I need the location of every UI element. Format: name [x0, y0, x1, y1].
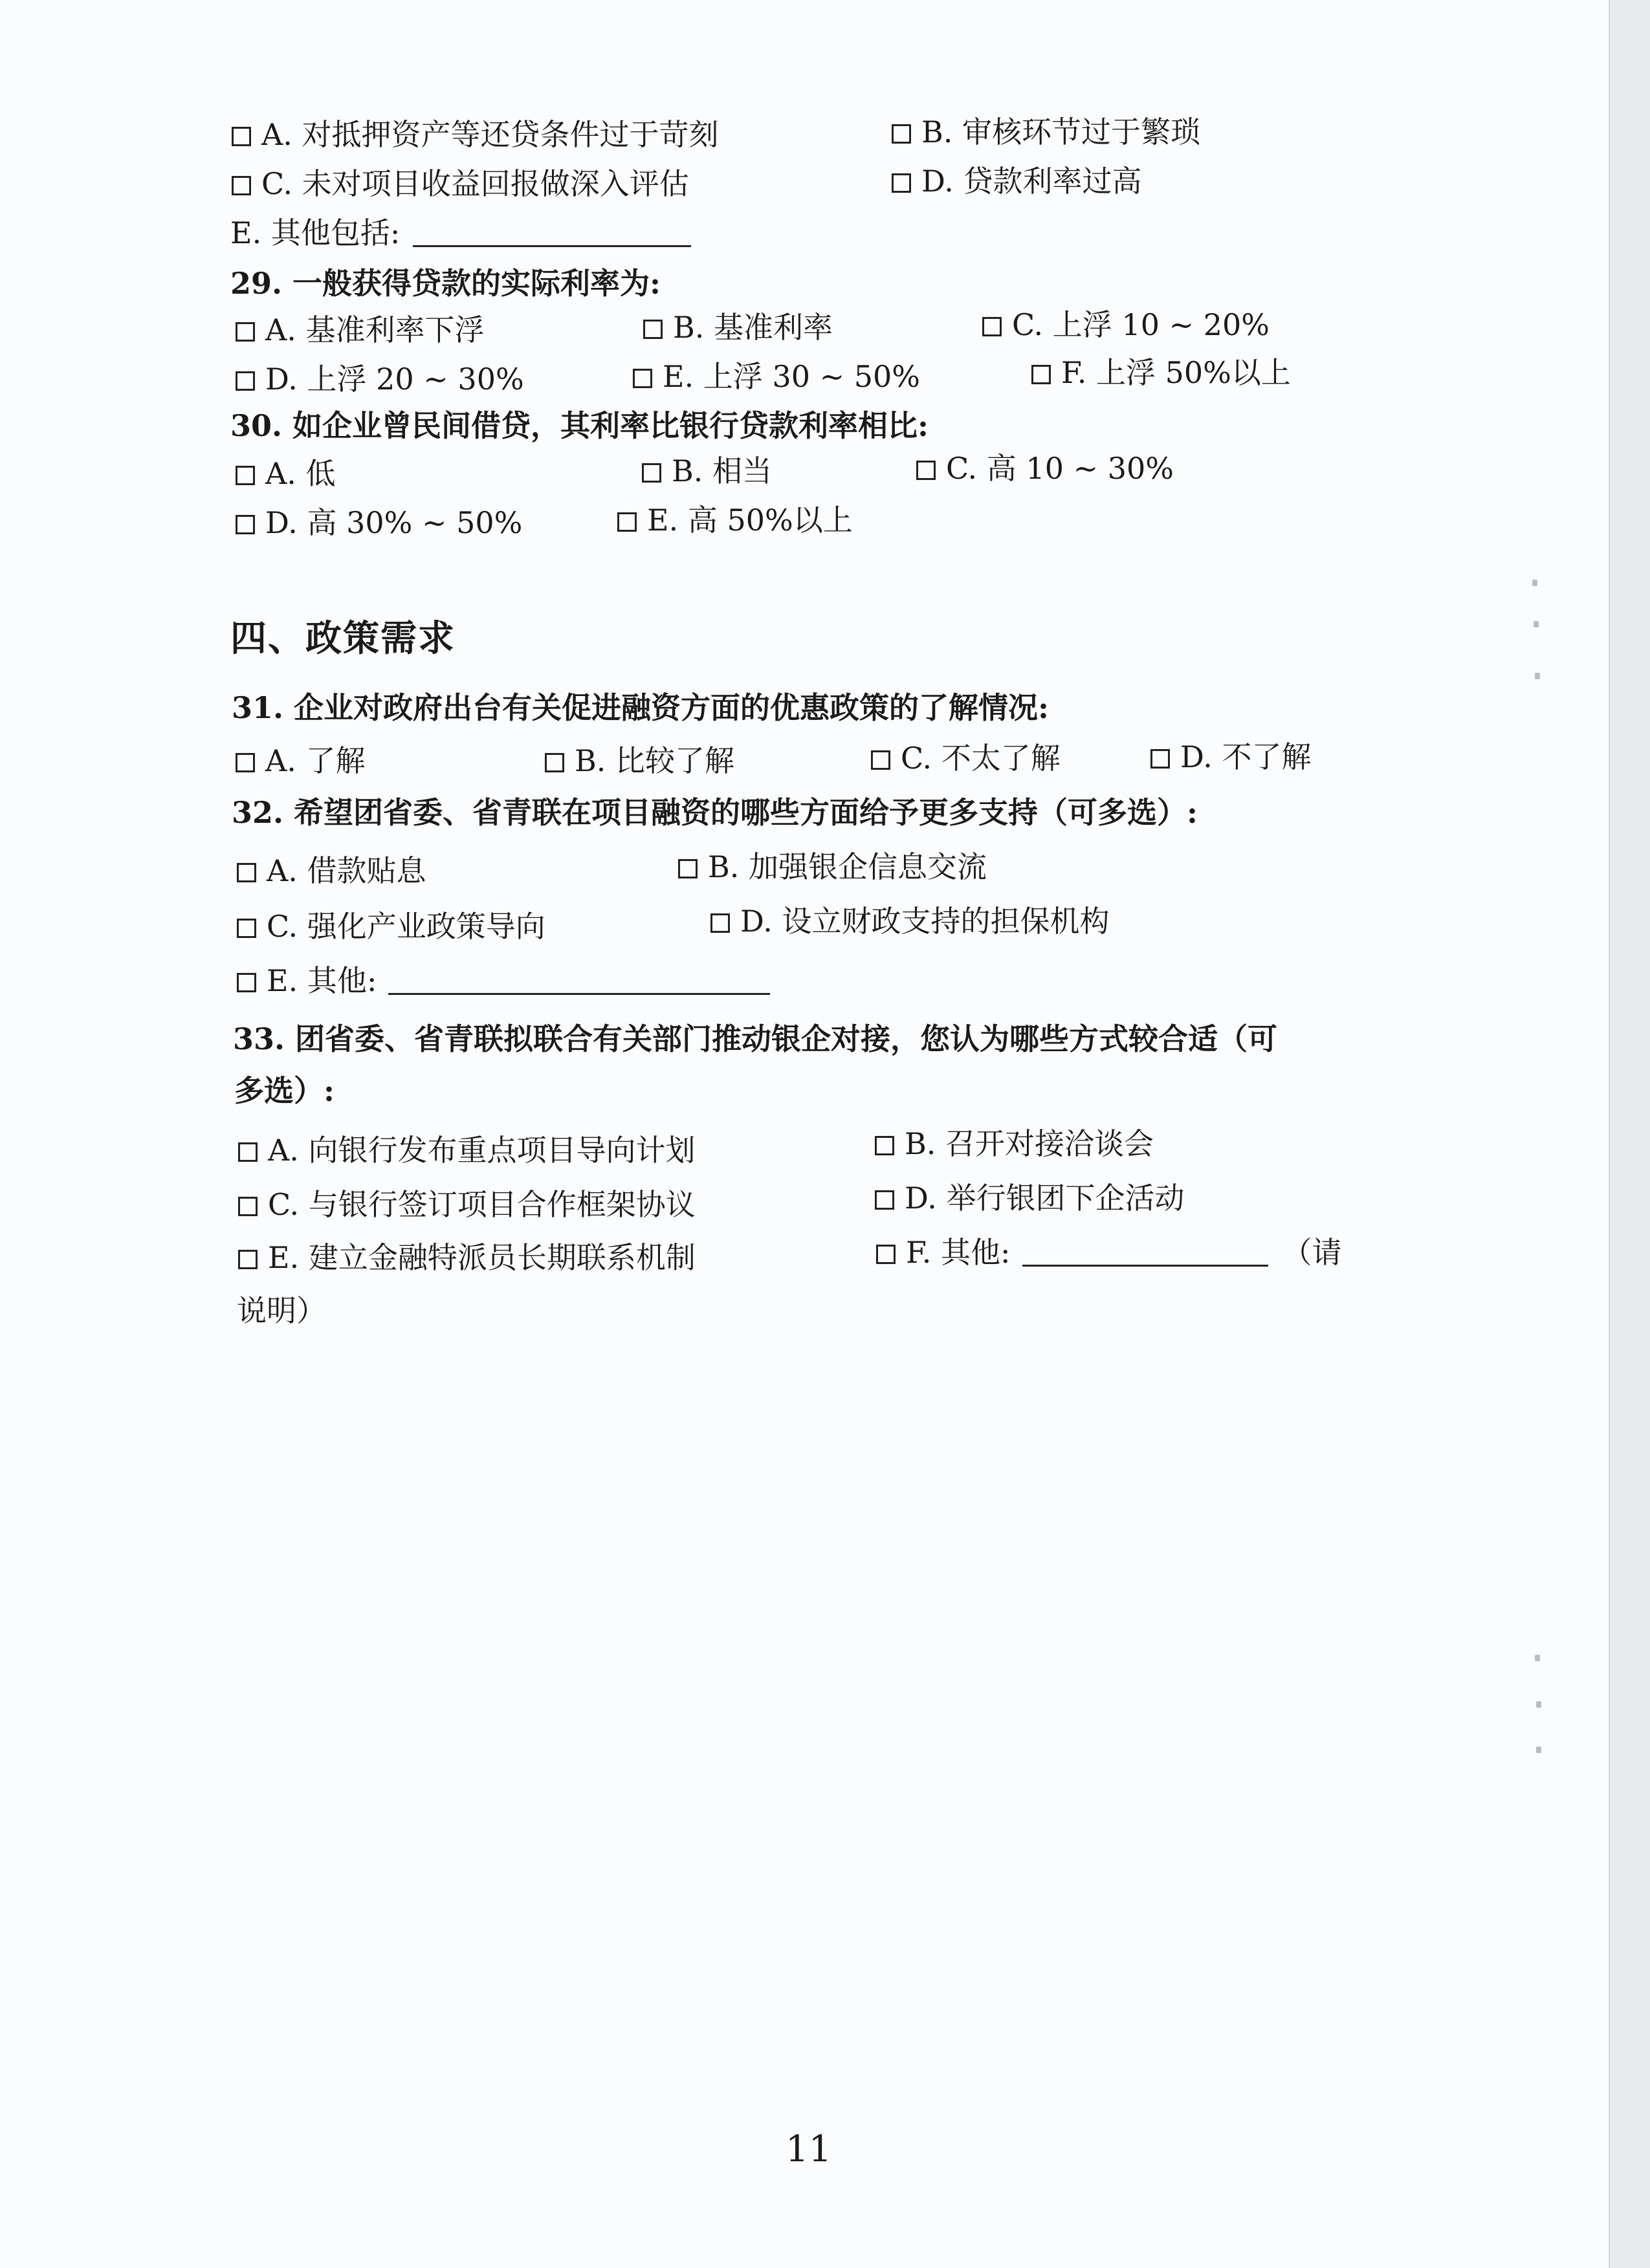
q32-other-input[interactable]	[388, 965, 770, 995]
q31-option-a[interactable]: A. 了解	[236, 741, 365, 780]
checkbox[interactable]	[875, 1136, 894, 1155]
checkbox[interactable]	[237, 919, 256, 938]
q30-option-e[interactable]: E. 高 50%以上	[617, 501, 853, 540]
q33-option-a[interactable]: A. 向银行发布重点项目导向计划	[238, 1131, 695, 1170]
checkbox[interactable]	[232, 127, 251, 146]
q30-option-c[interactable]: C. 高 10 ~ 30%	[916, 449, 1174, 488]
checkbox[interactable]	[1031, 365, 1051, 384]
q32-option-c[interactable]: C. 强化产业政策导向	[237, 907, 545, 946]
checkbox[interactable]	[1150, 749, 1170, 769]
q33-option-e[interactable]: E. 建立金融特派员长期联系机制	[238, 1238, 696, 1277]
checkbox[interactable]	[238, 1142, 258, 1162]
section-title: 四、政策需求	[230, 617, 456, 660]
checkbox[interactable]	[236, 466, 255, 485]
q33-other-input[interactable]	[1022, 1236, 1268, 1267]
binding-mark	[1536, 1701, 1541, 1708]
q33-option-b[interactable]: B. 召开对接洽谈会	[875, 1124, 1154, 1163]
q32-option-b[interactable]: B. 加强银企信息交流	[678, 847, 987, 886]
checkbox[interactable]	[633, 369, 652, 388]
checkbox[interactable]	[237, 863, 256, 882]
checkbox[interactable]	[238, 1197, 258, 1216]
q29-question: 29. 一般获得贷款的实际利率为:	[230, 266, 661, 301]
q30-option-a[interactable]: A. 低	[236, 454, 335, 493]
q30-option-b[interactable]: B. 相当	[642, 452, 772, 490]
checkbox[interactable]	[617, 512, 637, 532]
checkbox[interactable]	[236, 322, 255, 342]
q29-option-c[interactable]: C. 上浮 10 ~ 20%	[982, 305, 1270, 344]
q33-option-f[interactable]: F. 其他: （请	[876, 1233, 1342, 1272]
q29-option-e[interactable]: E. 上浮 30 ~ 50%	[633, 357, 920, 396]
checkbox[interactable]	[236, 515, 255, 534]
checkbox[interactable]	[642, 463, 661, 483]
q31-option-d[interactable]: D. 不了解	[1150, 737, 1312, 776]
page-number: 11	[786, 2128, 832, 2170]
checkbox[interactable]	[236, 371, 255, 391]
q29-option-d[interactable]: D. 上浮 20 ~ 30%	[236, 360, 524, 398]
binding-mark	[1535, 1655, 1540, 1661]
checkbox[interactable]	[892, 124, 911, 144]
checkbox[interactable]	[232, 176, 251, 195]
checkbox[interactable]	[916, 461, 936, 480]
q32-option-a[interactable]: A. 借款贴息	[237, 851, 426, 890]
checkbox[interactable]	[678, 859, 698, 878]
q31-question: 31. 企业对政府出台有关促进融资方面的优惠政策的了解情况:	[232, 690, 1050, 725]
q28-option-d[interactable]: D. 贷款利率过高	[892, 162, 1142, 201]
q28-option-a[interactable]: A. 对抵押资产等还贷条件过于苛刻	[232, 115, 718, 154]
q29-option-b[interactable]: B. 基准利率	[643, 308, 833, 347]
q32-question: 32. 希望团省委、省青联在项目融资的哪些方面给予更多支持（可多选）:	[232, 795, 1198, 830]
scan-edge	[1609, 0, 1650, 2268]
q33-option-d[interactable]: D. 举行银团下企活动	[875, 1179, 1185, 1217]
q33-question-line1: 33. 团省委、省青联拟联合有关部门推动银企对接，您认为哪些方式较合适（可	[233, 1021, 1278, 1056]
checkbox[interactable]	[643, 320, 663, 339]
checkbox[interactable]	[237, 973, 256, 992]
q33-option-c[interactable]: C. 与银行签订项目合作框架协议	[238, 1185, 696, 1224]
q31-option-b[interactable]: B. 比较了解	[545, 741, 734, 780]
checkbox[interactable]	[982, 317, 1002, 336]
checkbox[interactable]	[892, 173, 911, 193]
checkbox[interactable]	[876, 1245, 896, 1264]
binding-mark	[1535, 673, 1540, 679]
binding-mark	[1534, 621, 1539, 627]
q32-option-e[interactable]: E. 其他:	[237, 961, 770, 1000]
q30-question: 30. 如企业曾民间借贷，其利率比银行贷款利率相比:	[230, 408, 929, 443]
checkbox[interactable]	[545, 753, 564, 772]
q28-other-input[interactable]	[413, 217, 691, 247]
binding-mark	[1536, 1747, 1541, 1753]
q29-option-f[interactable]: F. 上浮 50%以上	[1031, 353, 1291, 392]
q30-option-d[interactable]: D. 高 30% ~ 50%	[236, 503, 522, 542]
q28-option-e[interactable]: E. 其他包括:	[230, 213, 691, 252]
q29-option-a[interactable]: A. 基准利率下浮	[236, 311, 484, 349]
q33-question-line2: 多选）:	[234, 1073, 335, 1108]
checkbox[interactable]	[871, 750, 890, 770]
checkbox[interactable]	[710, 913, 730, 933]
checkbox[interactable]	[238, 1250, 258, 1269]
binding-mark	[1532, 580, 1537, 586]
q32-option-d[interactable]: D. 设立财政支持的担保机构	[710, 902, 1110, 941]
q28-option-b[interactable]: B. 审核环节过于繁琐	[892, 113, 1200, 151]
q28-option-c[interactable]: C. 未对项目收益回报做深入评估	[232, 164, 689, 203]
checkbox[interactable]	[236, 753, 255, 772]
q31-option-c[interactable]: C. 不太了解	[871, 739, 1061, 778]
q33-explain-text: 说明）	[237, 1293, 326, 1328]
checkbox[interactable]	[875, 1190, 894, 1210]
